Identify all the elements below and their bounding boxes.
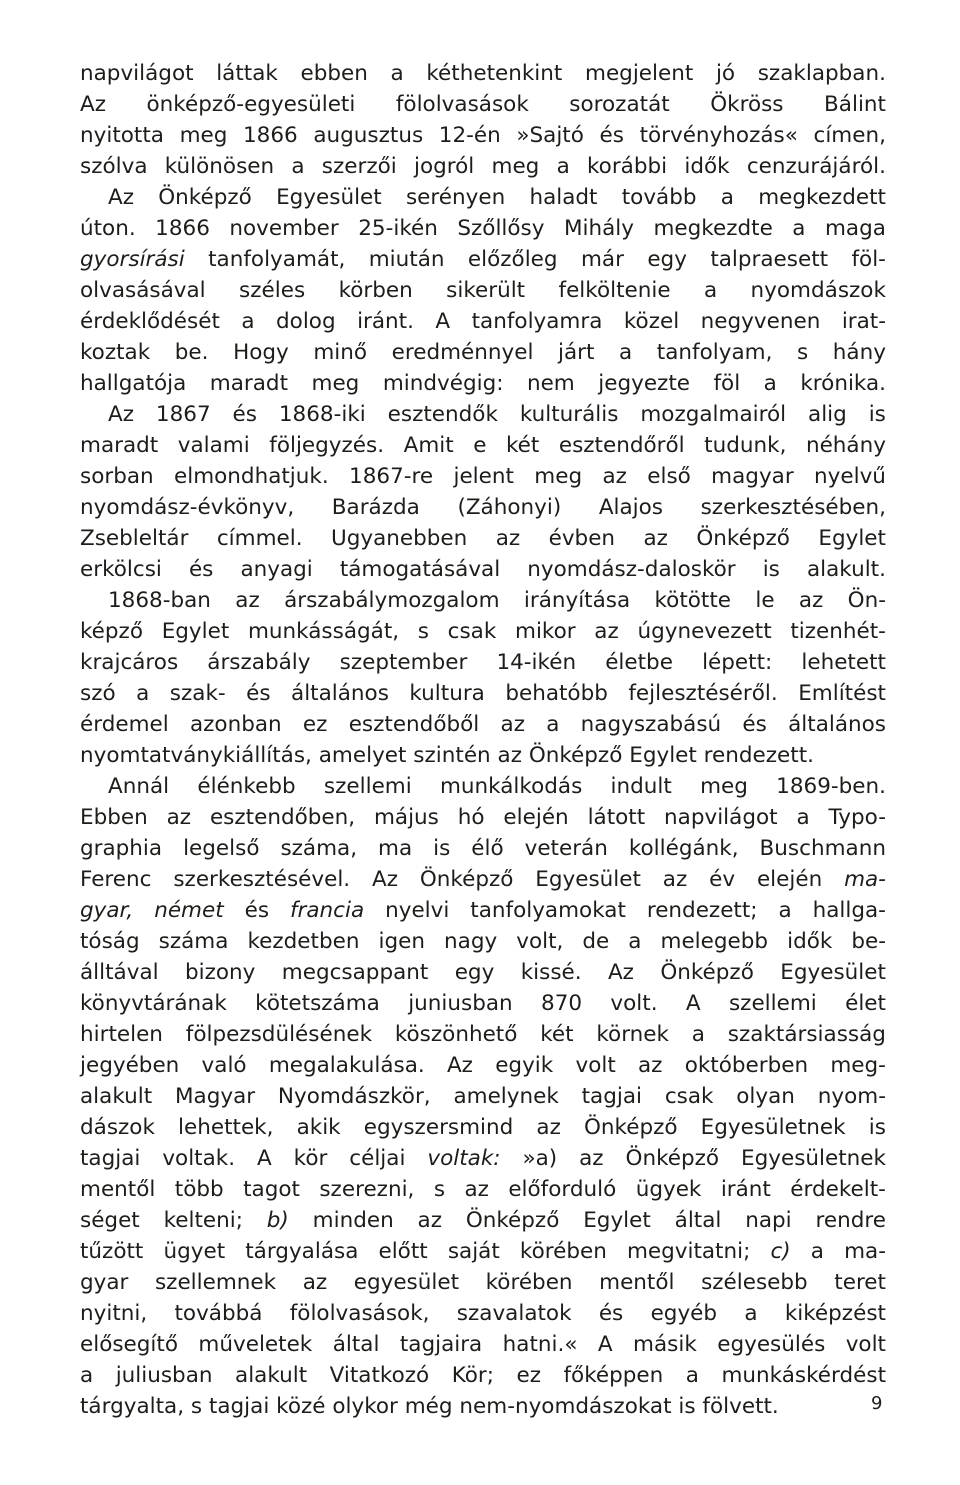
text-line: nyitotta meg 1866 augusztus 12-én »Sajtó és törvényhozás« címen, xyxy=(80,123,886,148)
text-line: Ferenc szerkesztésével. Az Önképző Egyesület az év elején ma- xyxy=(80,867,886,892)
page-number: 9 xyxy=(871,1393,883,1414)
text-line: Az önképző-egyesületi fölolvasások sorozatát Ökröss Bálint xyxy=(80,92,886,117)
text-line: szólva különösen a szerzői jogról meg a korábbi idők cenzurájáról. xyxy=(80,154,886,179)
text-line: Ebben az esztendőben, május hó elején látott napvilágot a Typo- xyxy=(80,805,886,830)
text-line: jegyében való megalakulása. Az egyik volt az októberben meg- xyxy=(80,1053,886,1078)
text-line: gyar szellemnek az egyesület körében mentől szélesebb teret xyxy=(80,1270,886,1295)
text-line: érdeklődését a dolog iránt. A tanfolyamra közel negyvenen irat- xyxy=(80,309,886,334)
text-line: gyorsírási tanfolyamát, miután előzőleg már egy talpraesett föl- xyxy=(80,247,886,272)
text-line: könyvtárának kötetszáma juniusban 870 volt. A szellemi élet xyxy=(80,991,886,1016)
text-line: alakult Magyar Nyomdászkör, amelynek tagjai csak olyan nyom- xyxy=(80,1084,886,1109)
text-line: álltával bizony megcsappant egy kissé. Az Önképző Egyesület xyxy=(80,960,886,985)
text-line: Az Önképző Egyesület serényen haladt tovább a megkezdett xyxy=(108,185,886,210)
text-line: Az 1867 és 1868-iki esztendők kulturális mozgalmairól alig is xyxy=(108,402,886,427)
text-line: nyomtatványkiállítás, amelyet szintén az Önképző Egylet rendezett. xyxy=(80,743,814,768)
text-line: hallgatója maradt meg mindvégig: nem jegyezte föl a krónika. xyxy=(80,371,886,396)
text-line: Zsebleltár címmel. Ugyanebben az évben az Önképző Egylet xyxy=(80,526,886,551)
text-line: sorban elmondhatjuk. 1867-re jelent meg az első magyar nyelvű xyxy=(80,464,886,489)
text-line: úton. 1866 november 25-ikén Szőllősy Mihály megkezdte a maga xyxy=(80,216,886,241)
text-line: koztak be. Hogy minő eredménnyel járt a tanfolyam, s hány xyxy=(80,340,886,365)
text-line: maradt valami följegyzés. Amit e két esztendőről tudunk, néhány xyxy=(80,433,886,458)
text-line: Annál élénkebb szellemi munkálkodás indult meg 1869-ben. xyxy=(108,774,886,799)
text-line: napvilágot láttak ebben a kéthetenkint megjelent jó szaklapban. xyxy=(80,61,886,86)
text-line: tűzött ügyet tárgyalása előtt saját körében megvitatni; c) a ma- xyxy=(80,1239,886,1264)
text-line: graphia legelső száma, ma is élő veterán kollégánk, Buschmann xyxy=(80,836,886,861)
text-line: erkölcsi és anyagi támogatásával nyomdász-daloskör is alakult. xyxy=(80,557,886,582)
text-line: hirtelen fölpezsdülésének köszönhető két körnek a szaktársiasság xyxy=(80,1022,886,1047)
text-line: nyomdász-évkönyv, Barázda (Záhonyi) Alajos szerkesztésében, xyxy=(80,495,886,520)
text-line: szó a szak- és általános kultura behatóbb fejlesztéséről. Említést xyxy=(80,681,886,706)
page-body-text xyxy=(80,58,886,1422)
text-line: tóság száma kezdetben igen nagy volt, de a melegebb idők be- xyxy=(80,929,886,954)
text-line: elősegítő műveletek által tagjaira hatni.« A másik egyesülés volt xyxy=(80,1332,886,1357)
text-line: képző Egylet munkásságát, s csak mikor az úgynevezett tizenhét- xyxy=(80,619,886,644)
text-line: tagjai voltak. A kör céljai voltak: »a) az Önképző Egyesületnek xyxy=(80,1146,886,1171)
text-line: tárgyalta, s tagjai közé olykor még nem-nyomdászokat is fölvett. xyxy=(80,1394,779,1419)
text-line: séget kelteni; b) minden az Önképző Egylet által napi rendre xyxy=(80,1208,886,1233)
text-line: krajcáros árszabály szeptember 14-ikén életbe lépett: lehetett xyxy=(80,650,886,675)
text-line: gyar, német és francia nyelvi tanfolyamokat rendezett; a hallga- xyxy=(80,898,886,923)
text-line: 1868-ban az árszabálymozgalom irányítása kötötte le az Ön- xyxy=(108,588,886,613)
text-line: érdemel azonban ez esztendőből az a nagyszabású és általános xyxy=(80,712,886,737)
text-line: mentől több tagot szerezni, s az előforduló ügyek iránt érdekelt- xyxy=(80,1177,886,1202)
text-line: dászok lehettek, akik egyszersmind az Önképző Egyesületnek is xyxy=(80,1115,886,1140)
text-line: olvasásával széles körben sikerült felköltenie a nyomdászok xyxy=(80,278,886,303)
text-line: nyitni, továbbá fölolvasások, szavalatok és egyéb a kiképzést xyxy=(80,1301,886,1326)
text-line: a juliusban alakult Vitatkozó Kör; ez főképpen a munkáskérdést xyxy=(80,1363,886,1388)
